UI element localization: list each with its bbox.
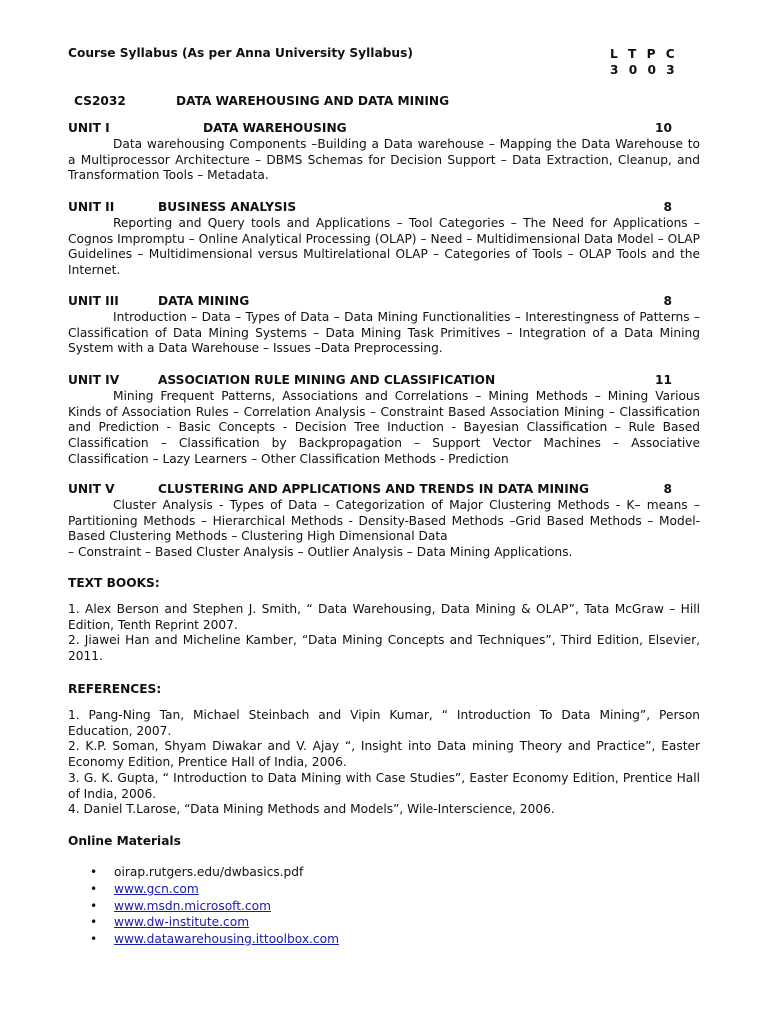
link-datawarehousing[interactable]: www.datawarehousing.ittoolbox.com [114,932,339,947]
unit-header [68,294,700,310]
unit-header [68,482,700,498]
unit-header [68,121,700,137]
unit-content-text: Cluster Analysis - Types of Data – Categorization of Major Clustering Methods - K– means – Partitioning Methods – Hierarchical Methods - Density-Based Methods –Grid Based Methods – Model-Based Clustering Methods – Clustering High Dimensional Data [68,498,700,544]
unit-content [68,498,700,545]
unit-2 [68,200,700,279]
unit-content-text: Data warehousing Components –Building a Data warehouse – Mapping the Data Warehouse to a Multiprocessor Architecture – DBMS Schemas for Decision Support – Data Extraction, Cleanup, and Transformation Tools – Metadata. [68,137,700,183]
list-item [90,898,339,915]
list-item [90,931,339,948]
unit-title: ASSOCIATION RULE MINING AND CLASSIFICATION [158,373,496,387]
list-item: 4. Daniel T.Larose, “Data Mining Methods and Models”, Wile-Interscience, 2006. [68,802,555,817]
unit-number: UNIT III [68,294,119,308]
references-list [68,708,700,818]
unit-hours: 10 [655,121,672,135]
ltpc-values: 3 0 0 3 [610,63,678,77]
unit-content-text: Mining Frequent Patterns, Associations and Correlations – Mining Methods – Mining Various Kinds of Association Rules – Correlation Analysis – Constraint Based Association Mining – Classification and Prediction - Basic Concepts - Decision Tree Induction - Bayesian Classification – Rule Based Classification – Classification by Backpropagation – Support Vector Machines – Associative Classification – Lazy Learners – Other Classification Methods - Prediction [68,389,700,466]
unit-header [68,200,700,216]
link-text: oirap.rutgers.edu/dwbasics.pdf [114,865,304,879]
ltpc-block [610,46,678,78]
list-item: 2. Jiawei Han and Micheline Kamber, “Data Mining Concepts and Techniques”, Third Edition, Elsevier, 2011. [68,633,700,664]
unit-number: UNIT I [68,121,110,135]
unit-content [68,216,700,279]
list-item: 1. Alex Berson and Stephen J. Smith, “ Data Warehousing, Data Mining & OLAP”, Tata McGraw – Hill Edition, Tenth Reprint 2007. [68,602,700,632]
unit-number: UNIT II [68,200,115,214]
unit-4 [68,373,700,468]
unit-header [68,373,700,389]
unit-hours: 8 [663,482,672,496]
unit-content [68,137,700,184]
ltpc-label: L T P C [610,47,678,61]
link-dw-institute[interactable]: www.dw-institute.com [114,915,250,930]
unit-content [68,389,700,468]
text-books-heading: TEXT BOOKS: [68,576,160,590]
references-heading: REFERENCES: [68,682,162,696]
link-gcn[interactable]: www.gcn.com [114,881,199,896]
unit-content-text: Introduction – Data – Types of Data – Data Mining Functionalities – Interestingness of Patterns – Classification of Data Mining Systems – Data Mining Task Primitives – Integration of a Data Mining System with a Data Warehouse – Issues –Data Preprocessing. [68,310,700,356]
course-code: CS2032 [74,94,126,108]
list-item [90,881,339,898]
unit-title: BUSINESS ANALYSIS [158,200,297,214]
list-item: 2. K.P. Soman, Shyam Diwakar and V. Ajay “, Insight into Data mining Theory and Practice”, Easter Economy Edition, Prentice Hall of India, 2006. [68,739,700,770]
list-item [90,864,339,881]
unit-hours: 11 [655,373,672,387]
unit-hours: 8 [663,294,672,308]
unit-hours: 8 [663,200,672,214]
unit-number: UNIT V [68,482,115,496]
unit-content-continued: – Constraint – Based Cluster Analysis – Outlier Analysis – Data Mining Applications. [68,545,573,560]
unit-title: DATA WAREHOUSING [203,121,347,135]
unit-title: CLUSTERING AND APPLICATIONS AND TRENDS IN DATA MINING [158,482,589,496]
list-item: 3. G. K. Gupta, “ Introduction to Data Mining with Case Studies”, Easter Economy Edition, Prentice Hall of India, 2006. [68,770,700,801]
course-name: DATA WAREHOUSING AND DATA MINING [176,94,450,108]
unit-content-text: Reporting and Query tools and Applications – Tool Categories – The Need for Applications – Cognos Impromptu – Online Analytical Processing (OLAP) – Need – Multidimensional Data Model – OLAP Guidelines – Multidimensional versus Multirelational OLAP – Categories of Tools – OLAP Tools and the Internet. [68,216,700,278]
course-heading [74,94,449,108]
online-materials-heading: Online Materials [68,834,181,848]
unit-title: DATA MINING [158,294,250,308]
link-msdn[interactable]: www.msdn.microsoft.com [114,898,271,913]
document-title: Course Syllabus (As per Anna University Syllabus) [68,46,413,60]
list-item: 1. Pang-Ning Tan, Michael Steinbach and Vipin Kumar, “ Introduction To Data Mining”, Person Education, 2007. [68,708,700,738]
unit-1 [68,121,700,184]
unit-content [68,310,700,357]
online-materials-list [90,864,339,948]
unit-3 [68,294,700,357]
list-item [90,914,339,931]
text-books-list [68,602,700,665]
unit-5 [68,482,700,561]
unit-number: UNIT IV [68,373,120,387]
